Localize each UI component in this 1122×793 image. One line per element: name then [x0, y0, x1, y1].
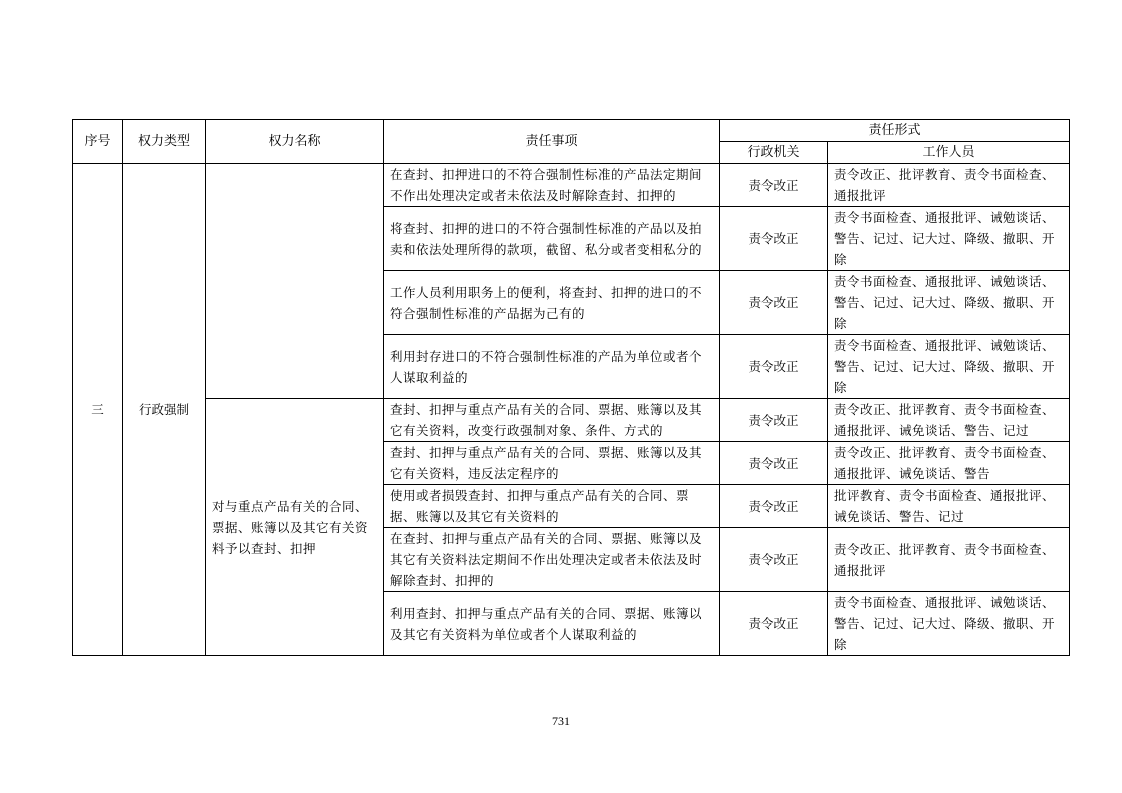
power-name-cell-2: 对与重点产品有关的合同、票据、账簿以及其它有关资料予以查封、扣押	[206, 399, 384, 656]
admin-cell: 责令改正	[720, 335, 828, 399]
header-power-type: 权力类型	[123, 120, 206, 164]
power-name-cell-1	[206, 164, 384, 399]
admin-cell: 责令改正	[720, 164, 828, 207]
resp-item-cell: 查封、扣押与重点产品有关的合同、票据、账簿以及其它有关资料，违反法定程序的	[384, 442, 720, 485]
header-admin-org: 行政机关	[720, 142, 828, 164]
admin-cell: 责令改正	[720, 485, 828, 528]
admin-cell: 责令改正	[720, 592, 828, 656]
staff-cell: 责令改正、批评教育、责令书面检查、通报批评、诫免谈话、警告	[828, 442, 1070, 485]
resp-item-cell: 将查封、扣押的进口的不符合强制性标准的产品以及拍卖和依法处理所得的款项，截留、私分或者变相私分的	[384, 207, 720, 271]
staff-cell: 责令改正、批评教育、责令书面检查、通报批评、诫免谈话、警告、记过	[828, 399, 1070, 442]
staff-cell: 责令书面检查、通报批评、诫勉谈话、警告、记过、记大过、降级、撤职、开除	[828, 207, 1070, 271]
resp-item-cell: 使用或者损毁查封、扣押与重点产品有关的合同、票据、账簿以及其它有关资料的	[384, 485, 720, 528]
staff-cell: 责令书面检查、通报批评、诫勉谈话、警告、记过、记大过、降级、撤职、开除	[828, 592, 1070, 656]
header-power-name: 权力名称	[206, 120, 384, 164]
resp-item-cell: 利用封存进口的不符合强制性标准的产品为单位或者个人谋取利益的	[384, 335, 720, 399]
header-seq: 序号	[73, 120, 123, 164]
power-type-cell: 行政强制	[123, 164, 206, 656]
resp-item-cell: 查封、扣押与重点产品有关的合同、票据、账簿以及其它有关资料，改变行政强制对象、条件、方式的	[384, 399, 720, 442]
admin-cell: 责令改正	[720, 399, 828, 442]
admin-cell: 责令改正	[720, 442, 828, 485]
resp-item-cell: 工作人员利用职务上的便利，将查封、扣押的进口的不符合强制性标准的产品据为己有的	[384, 271, 720, 335]
table-row	[73, 399, 1070, 442]
staff-cell: 责令书面检查、通报批评、诫勉谈话、警告、记过、记大过、降级、撤职、开除	[828, 335, 1070, 399]
resp-item-cell: 利用查封、扣押与重点产品有关的合同、票据、账簿以及其它有关资料为单位或者个人谋取利益的	[384, 592, 720, 656]
admin-cell: 责令改正	[720, 271, 828, 335]
page-number: 731	[552, 714, 570, 728]
admin-cell: 责令改正	[720, 207, 828, 271]
header-resp-item: 责任事项	[384, 120, 720, 164]
resp-item-cell: 在查封、扣押进口的不符合强制性标准的产品法定期间不作出处理决定或者未依法及时解除查封、扣押的	[384, 164, 720, 207]
header-row-1	[73, 120, 1070, 142]
header-staff: 工作人员	[828, 142, 1070, 164]
staff-cell: 批评教育、责令书面检查、通报批评、诫免谈话、警告、记过	[828, 485, 1070, 528]
resp-item-cell: 在查封、扣押与重点产品有关的合同、票据、账簿以及其它有关资料法定期间不作出处理决定或者未依法及时解除查封、扣押的	[384, 528, 720, 592]
seq-cell: 三	[73, 164, 123, 656]
staff-cell: 责令书面检查、通报批评、诫勉谈话、警告、记过、记大过、降级、撤职、开除	[828, 271, 1070, 335]
staff-cell: 责令改正、批评教育、责令书面检查、通报批评	[828, 528, 1070, 592]
staff-cell: 责令改正、批评教育、责令书面检查、通报批评	[828, 164, 1070, 207]
responsibility-table	[72, 119, 1070, 656]
header-resp-form: 责任形式	[720, 120, 1070, 142]
admin-cell: 责令改正	[720, 528, 828, 592]
table-row	[73, 164, 1070, 207]
